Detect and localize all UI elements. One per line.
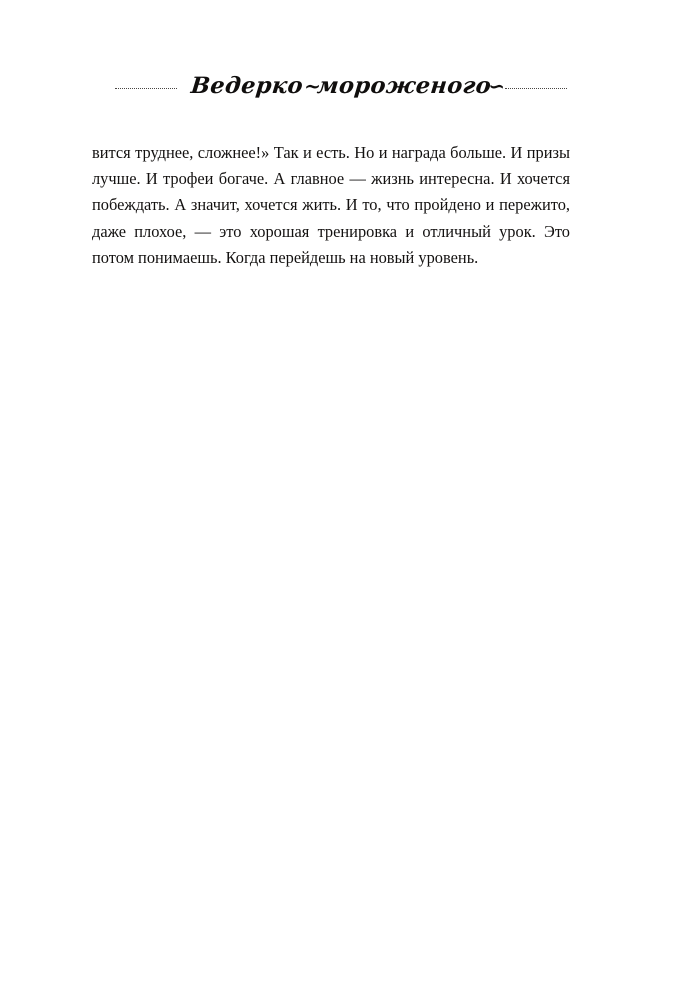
body-paragraph: вится труднее, сложнее!» Так и есть. Но и награда больше. И призы лучше. И трофеи богаче. А главное — жизнь интересна. И хочется побеждать. А значит, хочется жить. И то, что пройдено и пережито, даже плохое, — это хорошая тренировка и отличный урок. Это потом понимаешь. Когда перейдешь на новый уровень. [92, 143, 570, 267]
running-head-word-1: Ведерко [189, 73, 305, 99]
body-text-block [92, 140, 570, 271]
running-head [0, 58, 682, 114]
running-head-rule-left [115, 87, 177, 89]
running-head-title [176, 73, 507, 99]
running-head-rule-right [505, 87, 567, 89]
running-head-word-2: ~ мороженого ~ [316, 73, 493, 99]
